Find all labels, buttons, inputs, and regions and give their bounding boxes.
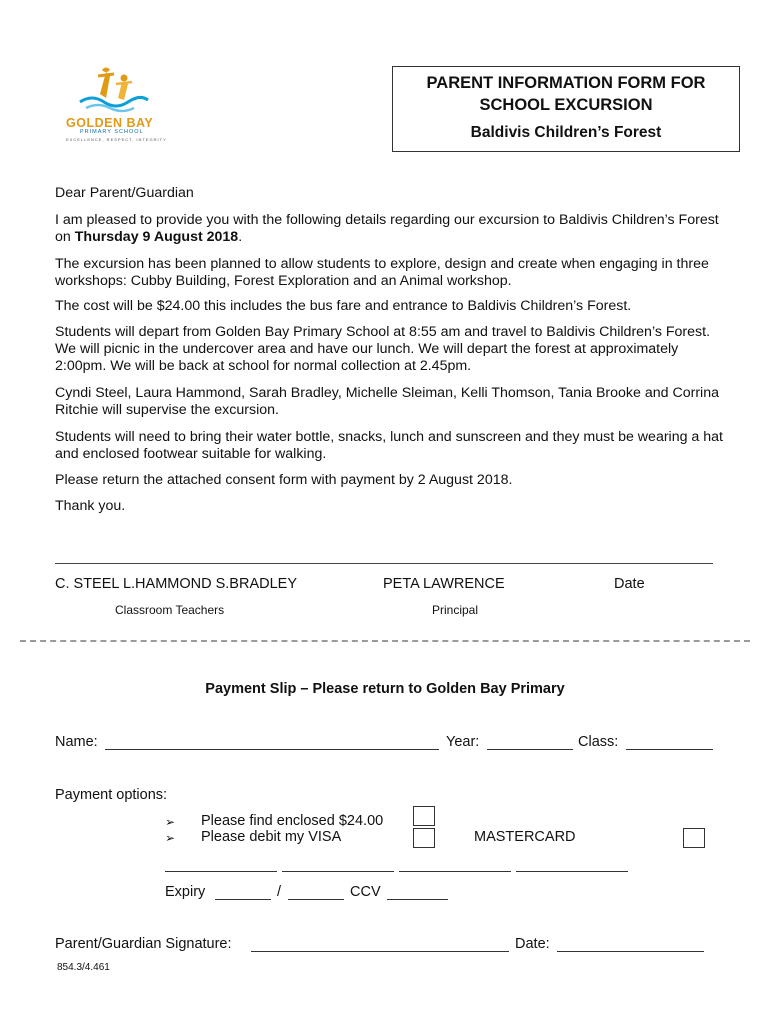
paragraph-1-text: I am pleased to provide you with the following details regarding our excursion to Baldivis Children’s Forest on xyxy=(55,212,719,245)
logo-school-name: GOLDEN BAY xyxy=(66,116,154,130)
signature-row xyxy=(55,936,715,956)
paragraph-return-by: Please return the attached consent form with payment by 2 August 2018. xyxy=(55,472,513,488)
form-title-box xyxy=(392,66,740,152)
document-reference: 854.3/4.461 xyxy=(57,962,110,973)
closing: Thank you. xyxy=(55,498,126,514)
paragraph-excursion-date xyxy=(55,212,725,246)
paragraph-workshops: The excursion has been planned to allow students to explore, design and create when engaging in three workshops: Cubby Building, Forest Exploration and an Animal workshop. xyxy=(55,256,709,289)
expiry-year-field[interactable] xyxy=(288,899,344,900)
teachers-role: Classroom Teachers xyxy=(115,603,225,617)
ccv-label: CCV xyxy=(350,884,381,900)
card-number-field-2[interactable] xyxy=(282,871,394,872)
principal-role: Principal xyxy=(432,603,479,617)
date-label-top: Date xyxy=(614,576,645,592)
visa-checkbox[interactable] xyxy=(413,828,435,848)
payment-options-label: Payment options: xyxy=(55,787,168,803)
year-field[interactable] xyxy=(487,749,573,750)
form-subtitle: Baldivis Children’s Forest xyxy=(470,124,662,141)
principal-name: PETA LAWRENCE xyxy=(383,576,505,592)
parent-signature-field[interactable] xyxy=(251,951,509,952)
bullet-arrow-icon: ➢ xyxy=(165,815,176,829)
option-enclosed-cash: Please find enclosed $24.00 xyxy=(201,813,384,829)
form-title-line-2: SCHOOL EXCURSION xyxy=(479,96,653,114)
signature-line xyxy=(55,563,713,564)
parent-signature-label: Parent/Guardian Signature: xyxy=(55,936,232,952)
paragraph-supervisors: Cyndi Steel, Laura Hammond, Sarah Bradley, Michelle Sleiman, Kelli Thomson, Tania Brooke and Corrina Ritchie will supervise the excursion. xyxy=(55,385,719,418)
logo-subtitle: PRIMARY SCHOOL xyxy=(80,129,144,135)
name-field[interactable] xyxy=(105,749,439,750)
class-field[interactable] xyxy=(626,749,713,750)
enclosed-cash-checkbox[interactable] xyxy=(413,806,435,826)
mastercard-checkbox[interactable] xyxy=(683,828,705,848)
expiry-month-field[interactable] xyxy=(215,899,271,900)
student-details-row xyxy=(55,734,715,754)
school-logo xyxy=(62,64,172,146)
bullet-arrow-icon: ➢ xyxy=(165,831,176,845)
logo-figures-icon xyxy=(62,64,172,119)
logo-motto: EXCELLENCE, RESPECT, INTEGRITY xyxy=(66,137,167,142)
expiry-ccv-row xyxy=(165,884,465,904)
ccv-field[interactable] xyxy=(387,899,448,900)
cut-line xyxy=(20,640,750,642)
mastercard-label: MASTERCARD xyxy=(474,829,576,845)
class-label: Class: xyxy=(578,734,619,750)
paragraph-requirements: Students will need to bring their water bottle, snacks, lunch and sunscreen and they must be wearing a hat and enclosed footwear suitable for walking. xyxy=(55,429,723,462)
card-number-field-3[interactable] xyxy=(399,871,511,872)
payment-slip-title: Payment Slip – Please return to Golden Bay Primary xyxy=(205,681,565,697)
slip-date-label: Date: xyxy=(515,936,550,952)
card-number-field-1[interactable] xyxy=(165,871,277,872)
paragraph-1-end: . xyxy=(238,229,243,245)
paragraph-cost: The cost will be $24.00 this includes the bus fare and entrance to Baldivis Children’s Forest. xyxy=(55,298,632,314)
expiry-label: Expiry xyxy=(165,884,206,900)
name-label: Name: xyxy=(55,734,98,750)
expiry-slash: / xyxy=(277,884,282,900)
excursion-date: Thursday 9 August 2018 xyxy=(74,229,239,245)
form-title-line-1: PARENT INFORMATION FORM FOR xyxy=(426,74,706,92)
card-number-field-4[interactable] xyxy=(516,871,628,872)
teacher-names: C. STEEL L.HAMMOND S.BRADLEY xyxy=(55,576,297,592)
slip-date-field[interactable] xyxy=(557,951,704,952)
greeting: Dear Parent/Guardian xyxy=(55,185,194,201)
year-label: Year: xyxy=(446,734,480,750)
option-debit-visa: Please debit my VISA xyxy=(201,829,342,845)
paragraph-schedule: Students will depart from Golden Bay Primary School at 8:55 am and travel to Baldivis Children’s Forest. We will picnic in the undercover area and have our lunch. We will depart the forest at approximately 2:00pm. We will be back at school for normal collection at 2.45pm. xyxy=(55,324,711,374)
